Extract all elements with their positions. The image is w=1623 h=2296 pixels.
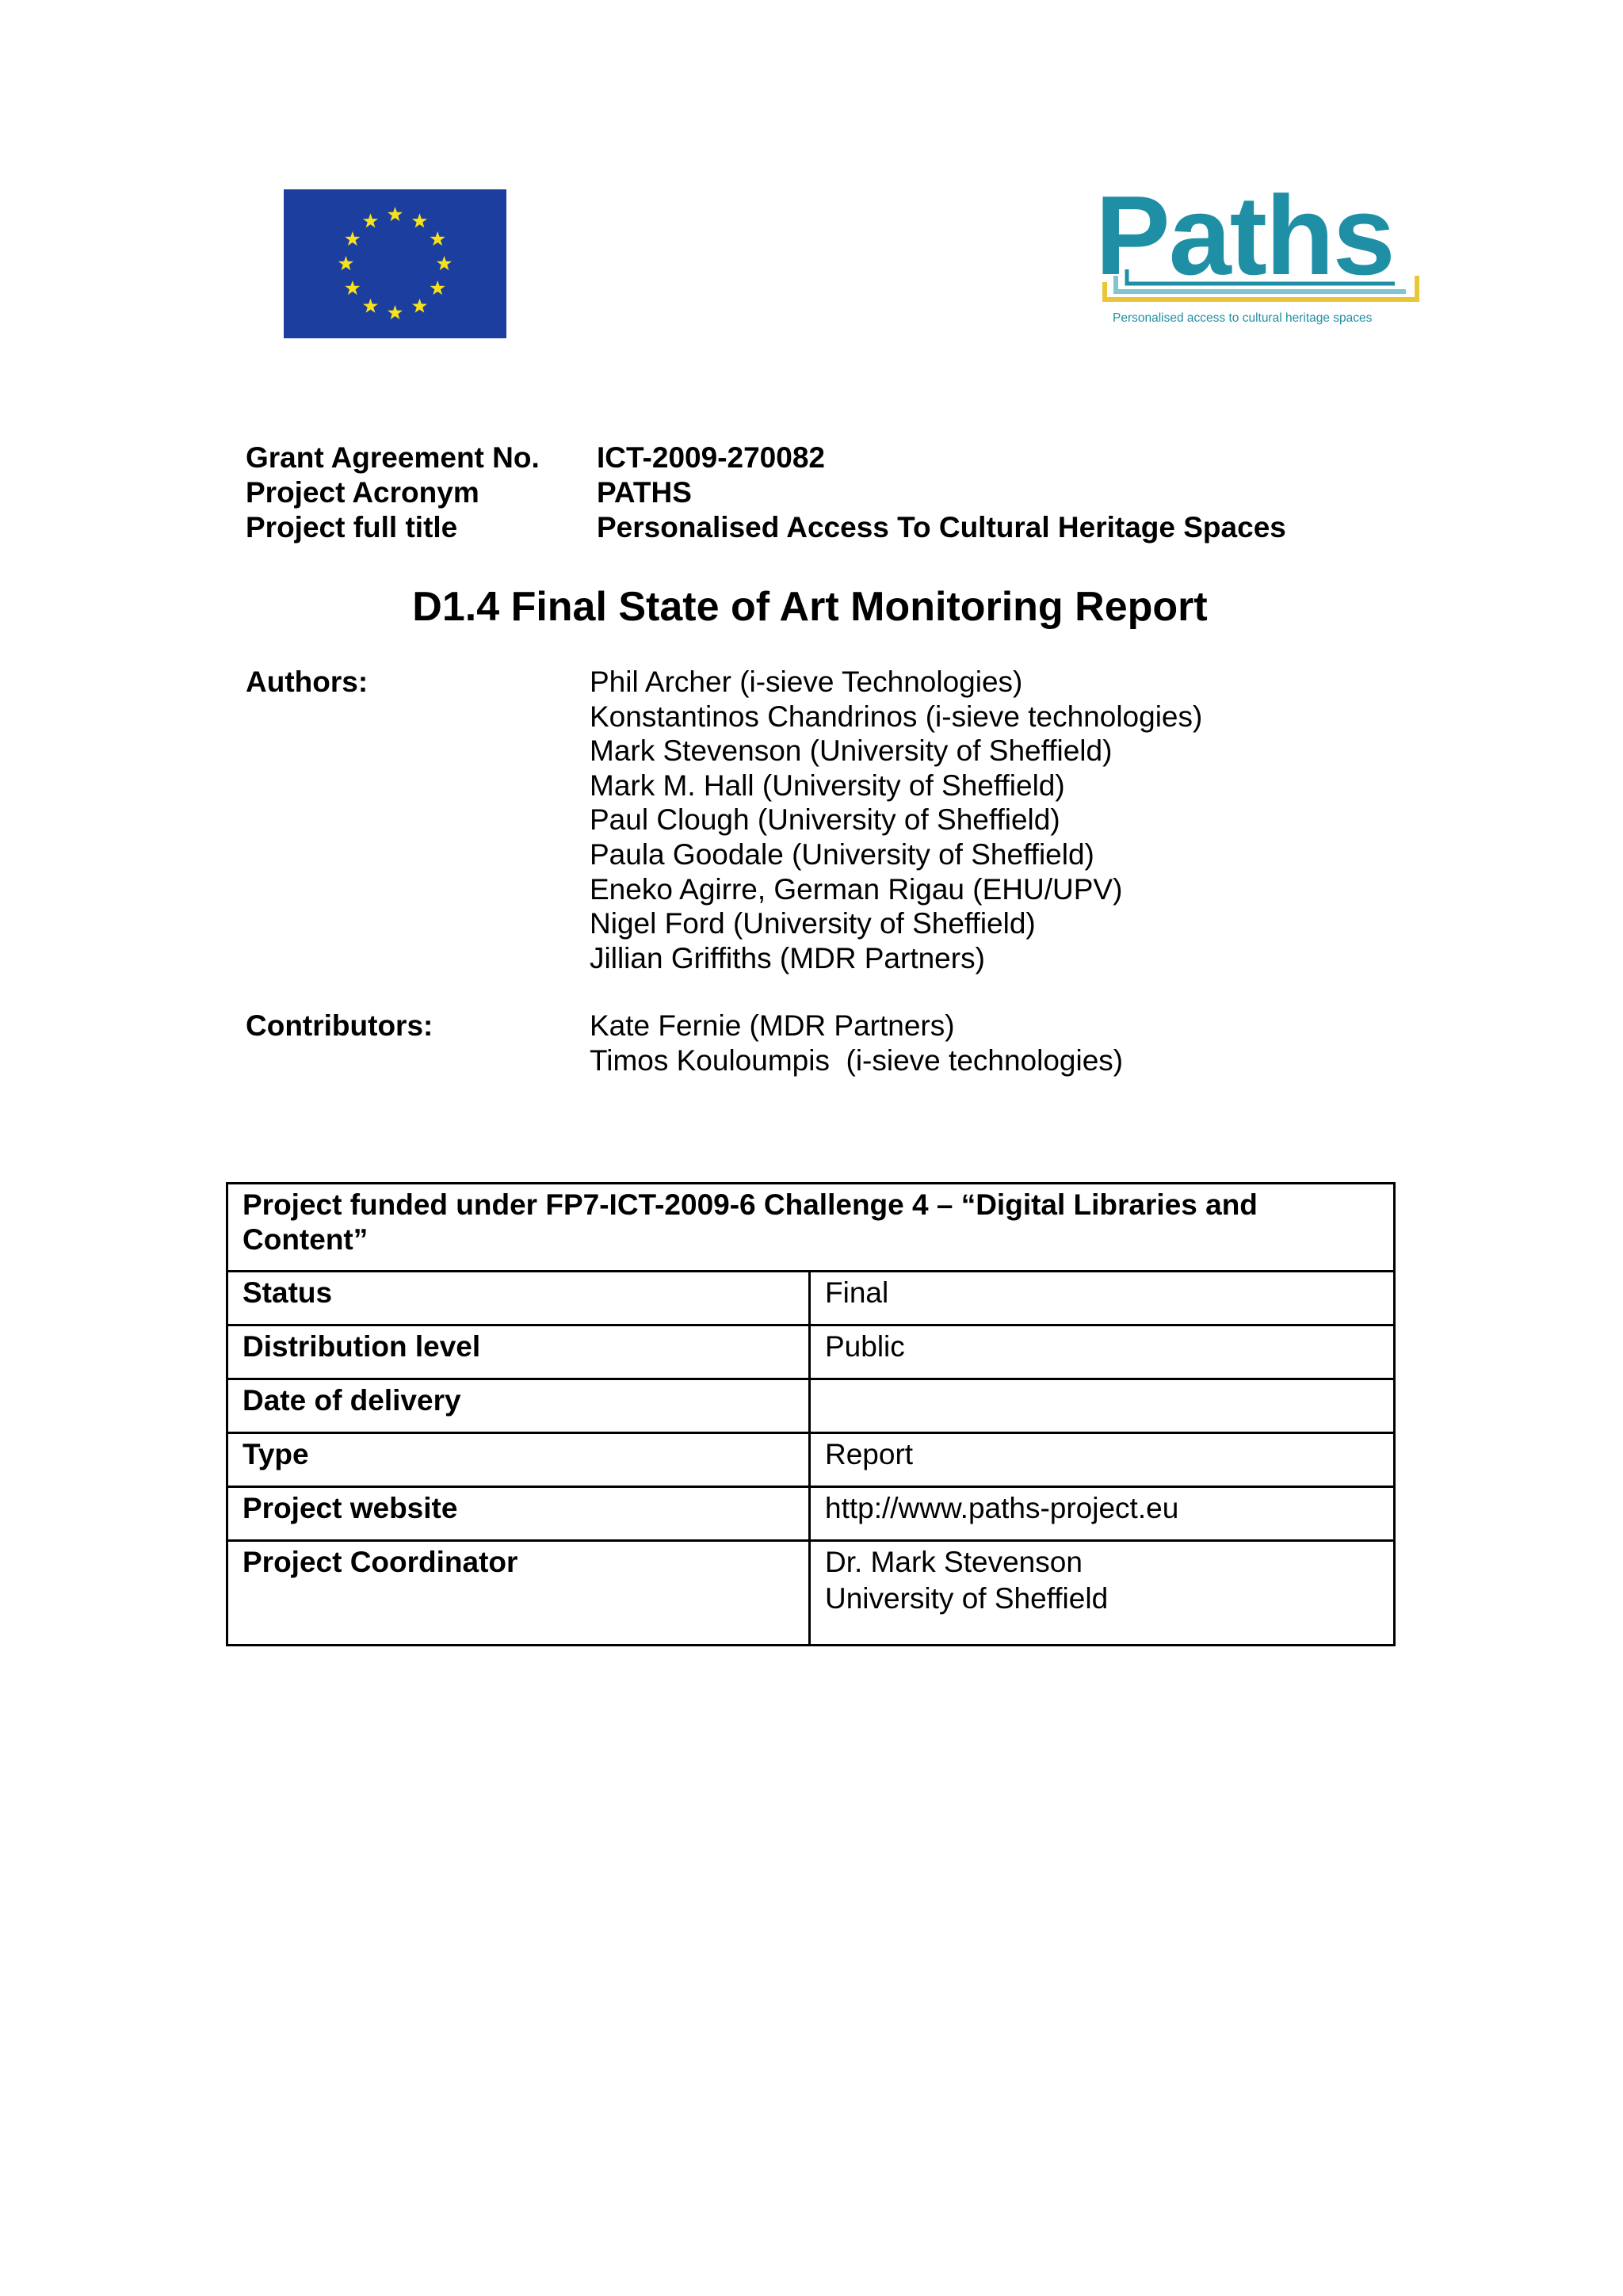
coordinator-institution: University of Sheffield xyxy=(825,1582,1109,1615)
date-of-delivery-label: Date of delivery xyxy=(227,1379,810,1433)
date-of-delivery-value xyxy=(810,1379,1395,1433)
contributor-item: Timos Kouloumpis (i-sieve technologies) xyxy=(590,1043,1124,1077)
funding-header-cell: Project funded under FP7-ICT-2009-6 Challenge 4 – “Digital Libraries and Content” xyxy=(227,1184,1395,1272)
grant-agreement-value: ICT-2009-270082 xyxy=(597,441,825,474)
table-row xyxy=(227,1541,1395,1646)
status-label: Status xyxy=(227,1272,810,1325)
author-item: Mark Stevenson (University of Sheffield) xyxy=(590,734,1113,768)
table-row xyxy=(227,1433,1395,1487)
paths-wordmark: Paths xyxy=(1095,181,1394,299)
authors-list xyxy=(590,665,1202,975)
table-row xyxy=(227,1487,1395,1541)
project-coordinator-value xyxy=(810,1541,1395,1646)
author-item: Paula Goodale (University of Sheffield) xyxy=(590,837,1094,871)
author-item: Jillian Griffiths (MDR Partners) xyxy=(590,941,985,974)
project-website-link[interactable]: http://www.paths-project.eu xyxy=(810,1487,1395,1541)
document-title-text: D1.4 Final State of Art Monitoring Report xyxy=(412,584,1208,630)
project-acronym-value: PATHS xyxy=(597,476,692,509)
project-info-table xyxy=(226,1182,1396,1646)
table-row xyxy=(227,1325,1395,1379)
table-row xyxy=(227,1272,1395,1325)
paths-logo-icon xyxy=(1092,181,1431,328)
project-full-title-label: Project full title xyxy=(246,511,458,543)
contributors-label: Contributors: xyxy=(246,1009,433,1042)
contributor-item: Kate Fernie (MDR Partners) xyxy=(590,1009,955,1042)
table-row xyxy=(227,1379,1395,1433)
author-item: Konstantinos Chandrinos (i-sieve technologies) xyxy=(590,700,1203,733)
author-item: Nigel Ford (University of Sheffield) xyxy=(590,907,1036,940)
paths-tagline: Personalised access to cultural heritage spaces xyxy=(1113,311,1373,325)
eu-flag-icon xyxy=(284,189,506,338)
distribution-level-value: Public xyxy=(810,1325,1395,1379)
status-value: Final xyxy=(810,1272,1395,1325)
project-full-title-value: Personalised Access To Cultural Heritage Spaces xyxy=(597,511,1286,543)
project-coordinator-label: Project Coordinator xyxy=(227,1541,810,1646)
contributors-list xyxy=(590,1009,1123,1077)
author-item: Mark M. Hall (University of Sheffield) xyxy=(590,769,1065,802)
grant-agreement-label: Grant Agreement No. xyxy=(246,441,540,474)
author-item: Eneko Agirre, German Rigau (EHU/UPV) xyxy=(590,872,1123,906)
author-item: Paul Clough (University of Sheffield) xyxy=(590,803,1060,837)
document-title xyxy=(0,582,1623,632)
table-row xyxy=(227,1184,1395,1272)
project-acronym-label: Project Acronym xyxy=(246,476,479,509)
authors-label: Authors: xyxy=(246,666,369,698)
project-website-label: Project website xyxy=(227,1487,810,1541)
type-value: Report xyxy=(810,1433,1395,1487)
type-label: Type xyxy=(227,1433,810,1487)
author-item: Phil Archer (i-sieve Technologies) xyxy=(590,666,1023,698)
distribution-level-label: Distribution level xyxy=(227,1325,810,1379)
coordinator-name: Dr. Mark Stevenson xyxy=(825,1546,1083,1578)
